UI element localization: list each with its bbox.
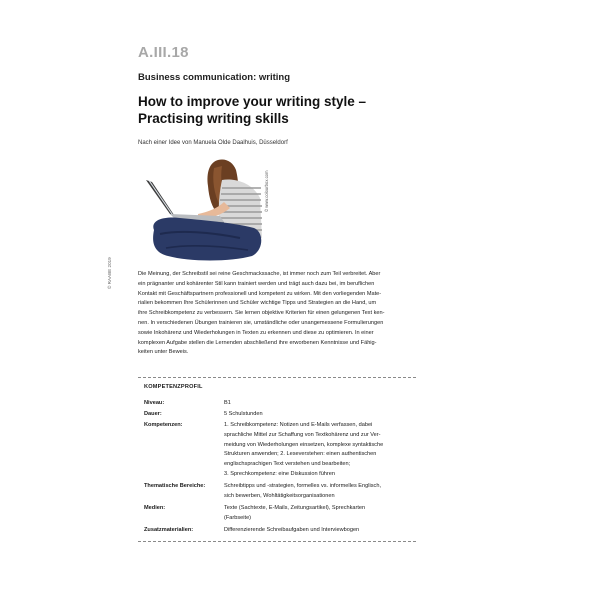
profile-top-divider xyxy=(138,377,416,378)
title-line-1: How to improve your writing style – xyxy=(138,94,367,109)
intro-line: Die Meinung, der Schreibstil sei reine Geschmackssache, ist immer noch zum Teil verbreitet. Aber xyxy=(138,271,381,277)
profile-value-line: Schreibtipps und -strategien, formelles vs. informelles Englisch, xyxy=(224,483,382,489)
profile-value-line: englischsprachigen Text verstehen und bearbeiten; xyxy=(224,461,351,468)
profile-value xyxy=(224,526,414,536)
profile-label: Kompetenzen: xyxy=(144,422,183,428)
photo-credit: © www.colourbox.com xyxy=(264,170,269,212)
profile-value-line: sich bewerben, Wohltätigkeitsorganisationen xyxy=(224,492,335,499)
profile-value xyxy=(224,410,414,420)
intro-line: Kontakt mit Geschäftspartnern professionell und kompetent zu wirken. Mit den vorliegenden Mate- xyxy=(138,290,382,297)
kompetenzprofil-title: KOMPETENZPROFIL xyxy=(144,384,203,390)
intro-line: ein prägnanter und kohärenter Stil kann trainiert werden und trägt auch dazu bei, im beruflichen xyxy=(138,280,375,287)
section-code: A.III.18 xyxy=(138,44,189,61)
profile-value-line: 5 Schulstunden xyxy=(224,411,263,417)
profile-value-line: meidung von Wiederholungen einsetzen, komplexe syntaktische xyxy=(224,441,384,448)
profile-value xyxy=(224,482,414,502)
profile-label: Medien: xyxy=(144,505,166,511)
profile-bottom-divider xyxy=(138,541,416,542)
profile-label: Niveau: xyxy=(144,400,165,406)
author-note: Nach einer Idee von Manuela Olde Daalhuis, Düsseldorf xyxy=(138,140,288,146)
profile-value-line: sprachliche Mittel zur Schaffung von Textkohärenz und zur Ver- xyxy=(224,431,381,438)
intro-line: sowie Inkohärenz und Wiederholungen in Texten zu erkennen und diese zu optimieren. In einer xyxy=(138,329,374,336)
laptop-woman-illustration xyxy=(140,158,264,263)
intro-line: nen. In verschiedenen Übungen trainieren sie, umständliche oder unangemessene Formulierungen xyxy=(138,319,384,326)
intro-line: keiten unter Beweis. xyxy=(138,349,189,356)
profile-value-line: B1 xyxy=(224,400,231,406)
title-line-2: Practising writing skills xyxy=(138,111,289,126)
profile-value xyxy=(224,399,414,409)
profile-label: Dauer: xyxy=(144,411,162,417)
profile-label: Thematische Bereiche: xyxy=(144,483,206,489)
intro-line: rialien bekommen Ihre Schülerinnen und Schüler wichtige Tipps und Strategien an die Hand, um xyxy=(138,300,377,307)
profile-value xyxy=(224,421,414,480)
profile-value-line: 3. Sprechkompetenz: eine Diskussion führen xyxy=(224,470,336,477)
copyright-note: © RAABE 2019 xyxy=(107,257,112,289)
document-title xyxy=(138,93,458,127)
intro-paragraph xyxy=(138,270,418,358)
profile-label: Zusatzmaterialien: xyxy=(144,527,194,533)
profile-value-line: 1. Schreibkompetenz: Notizen und E-Mails verfassen, dabei xyxy=(224,422,373,428)
subject-heading: Business communication: writing xyxy=(138,72,291,83)
profile-value-line: Differenzierende Schreibaufgaben und Interviewbogen xyxy=(224,527,360,533)
laptop-photo xyxy=(140,158,264,263)
profile-value-line: Texte (Sachtexte, E-Mails, Zeitungsartikel), Sprechkarten xyxy=(224,505,366,511)
profile-value-line: Strukturen anwenden; 2. Leseverstehen: einen authentischen xyxy=(224,451,377,458)
intro-line: ihre Schreibkompetenz zu verbessern. Sie lernen objektive Kriterien für einen gelungenen Text ken- xyxy=(138,310,385,317)
intro-line: komplexen Aufgabe stellen die Lernenden abschließend ihre erworbenen Kenntnisse und Fähig- xyxy=(138,339,377,346)
profile-value xyxy=(224,504,414,524)
profile-value-line: (Farbseite) xyxy=(224,514,252,521)
